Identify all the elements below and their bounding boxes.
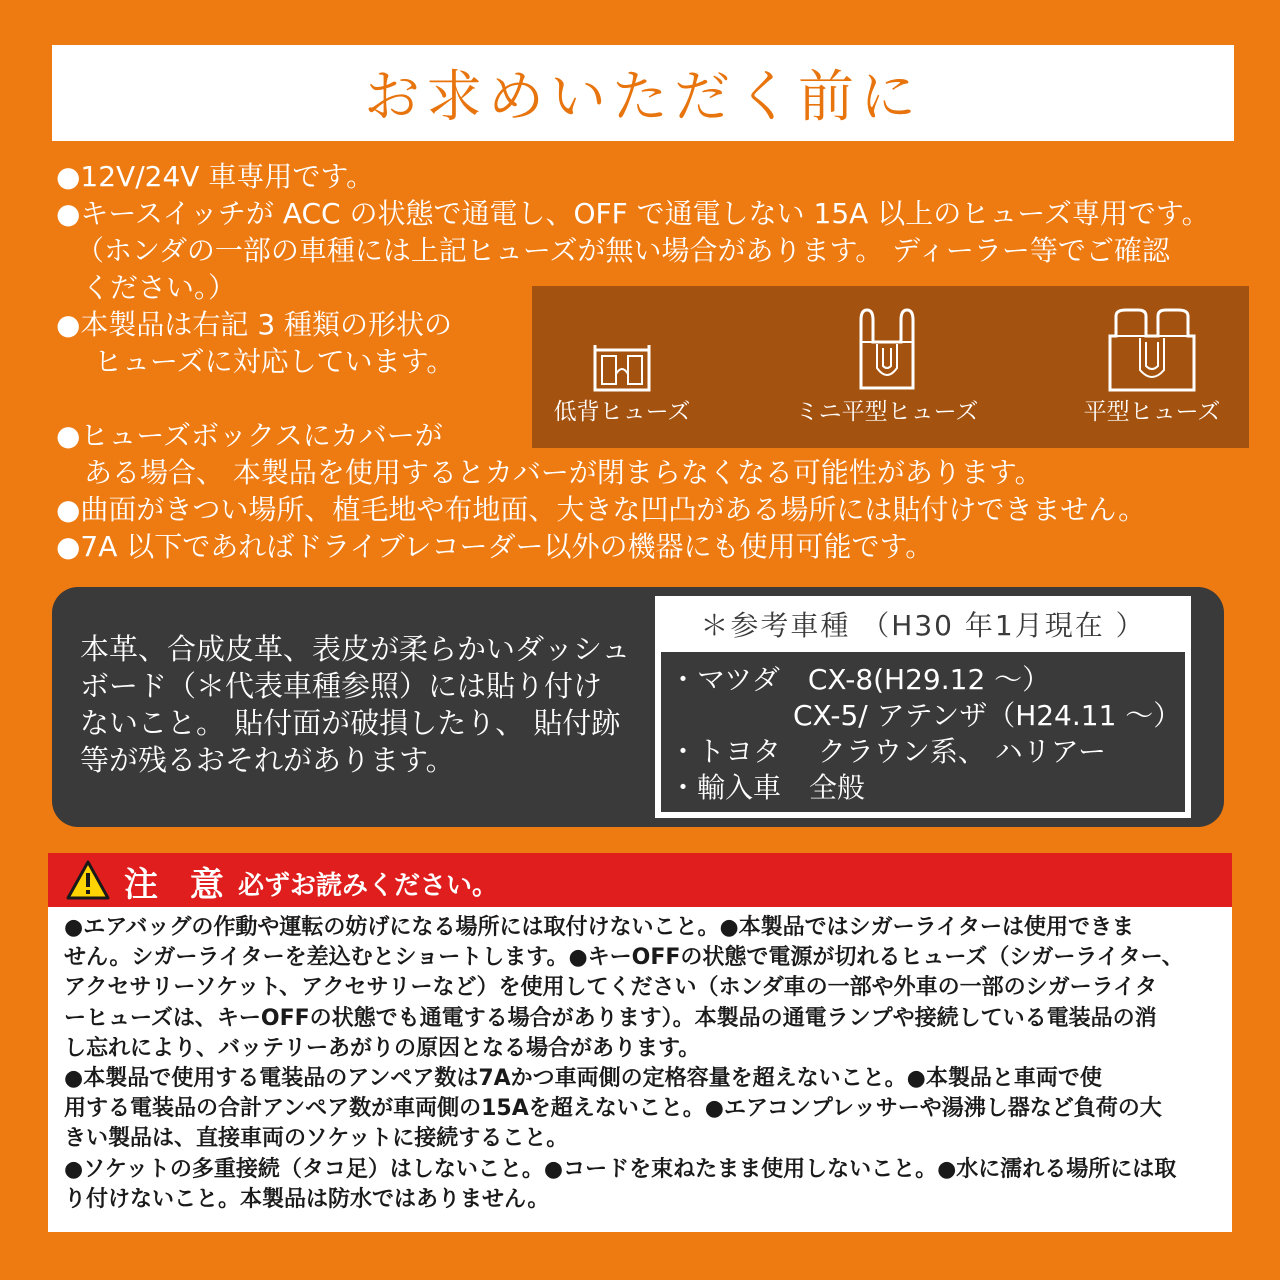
reference-line: ・輸入車 全般 bbox=[669, 771, 866, 804]
caution-line: せん。シガーライターを差込むとショートします。●キーOFFの状態で電源が切れるヒューズ（シガーライター、 bbox=[64, 945, 1184, 971]
notice-line: ●キースイッチが ACC の状態で通電し、OFF で通電しない 15A 以上のヒューズ専用です。 bbox=[56, 197, 1210, 230]
reference-line: ・トヨタ クラウン系、 ハリアー bbox=[669, 735, 1106, 768]
reference-list bbox=[661, 652, 1185, 812]
reference-line: CX-5/ アテンザ（H24.11 〜） bbox=[793, 699, 1182, 732]
warning-line: 等が残るおそれがあります。 bbox=[80, 743, 455, 777]
caution-line: ●エアバッグの作動や運転の妨げになる場所には取付けないこと。●本製品ではシガーライターは使用できま bbox=[64, 915, 1134, 940]
warning-line: ないこと。 貼付面が破損したり、 貼付跡 bbox=[80, 706, 621, 740]
caution-line: ●本製品で使用する電装品のアンペア数は7Aかつ車両側の定格容量を超えないこと。●本製品と車両で使 bbox=[64, 1066, 1102, 1092]
mini-blade-fuse-icon bbox=[857, 308, 917, 390]
caution-line: り付けないこと。本製品は防水ではありません。 bbox=[64, 1186, 550, 1212]
notice-line: ヒューズに対応しています。 bbox=[94, 345, 455, 378]
fuse-label: 低背ヒューズ bbox=[553, 399, 691, 425]
warning-line: 本革、合成皮革、表皮が柔らかいダッシュ bbox=[80, 632, 631, 666]
notice-line: ●曲面がきつい場所、植毛地や布地面、大きな凹凸がある場所には貼付けできません。 bbox=[56, 493, 1147, 526]
low-profile-fuse-icon bbox=[592, 344, 652, 394]
caution-line: ●ソケットの多重接続（タコ足）はしないこと。●コードを束ねたまま使用しないこと。●水に濡れる場所には取 bbox=[64, 1156, 1177, 1182]
caution-header bbox=[48, 853, 1232, 907]
fuse-type-low-profile bbox=[552, 286, 692, 448]
caution-line: ーヒューズは、キーOFFの状態でも通電する場合があります）。本製品の通電ランプや接続している電装品の消 bbox=[64, 1005, 1157, 1031]
notice-line: ●12V/24V 車専用です。 bbox=[56, 160, 375, 193]
fuse-type-mini bbox=[787, 286, 987, 448]
fuse-types-panel bbox=[532, 286, 1249, 448]
reference-title: ＊参考車種 （H30 年1月現在 ） bbox=[700, 609, 1146, 642]
warning-triangle-icon bbox=[66, 860, 110, 900]
caution-text bbox=[64, 913, 1224, 1215]
fuse-label: ミニ平型ヒューズ bbox=[795, 399, 979, 425]
caution-body bbox=[48, 907, 1232, 1232]
notice-line: ●ヒューズボックスにカバーが bbox=[56, 419, 443, 452]
dashboard-warning-text bbox=[80, 631, 650, 779]
page-title: お求めいただく前に bbox=[364, 65, 922, 130]
reference-vehicles-box bbox=[655, 596, 1191, 818]
fuse-type-standard bbox=[1072, 286, 1232, 448]
caution-line: アクセサリーソケット、アクセサリーなど）を使用してください（ホンダ車の一部や外車の一部のシガーライタ bbox=[64, 975, 1157, 1001]
caution-subtitle: 必ずお読みください。 bbox=[238, 871, 499, 901]
notice-line: ください。） bbox=[82, 271, 237, 304]
dashboard-warning-box bbox=[52, 587, 1224, 827]
notice-line: ●本製品は右記 3 種類の形状の bbox=[56, 308, 453, 341]
caution-line: 用する電装品の合計アンペア数が車両側の15Aを超えないこと。●エアコンプレッサーや湯沸し器など負荷の大 bbox=[64, 1096, 1162, 1122]
notice-line: （ホンダの一部の車種には上記ヒューズが無い場合があります。 ディーラー等でご確認 bbox=[76, 234, 1170, 267]
caution-line: きい製品は、直接車両のソケットに接続すること。 bbox=[64, 1126, 569, 1152]
title-banner bbox=[52, 45, 1234, 141]
notice-line: ●7A 以下であればドライブレコーダー以外の機器にも使用可能です。 bbox=[56, 530, 934, 563]
fuse-label: 平型ヒューズ bbox=[1083, 399, 1221, 425]
caution-line: し忘れにより、バッテリーあがりの原因となる場合があります。 bbox=[64, 1035, 701, 1061]
standard-blade-fuse-icon bbox=[1106, 308, 1198, 392]
reference-line: ・マツダ CX-8(H29.12 〜） bbox=[669, 663, 1051, 696]
caution-title: 注 意 bbox=[124, 865, 234, 905]
warning-line: ボード（＊代表車種参照）には貼り付け bbox=[80, 669, 603, 703]
notice-line: ある場合、 本製品を使用するとカバーが閉まらなくなる可能性があります。 bbox=[84, 456, 1043, 489]
